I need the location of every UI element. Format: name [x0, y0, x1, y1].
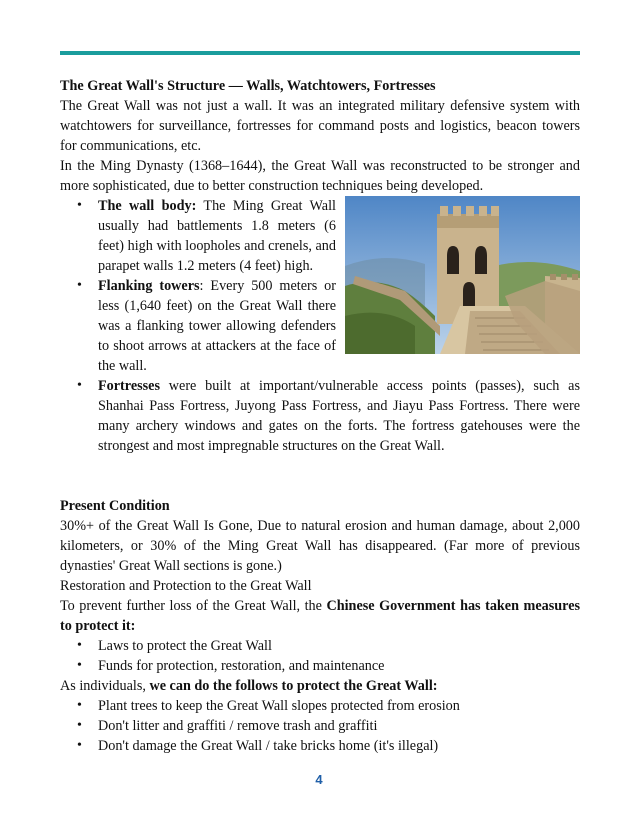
page-number: 4 [315, 772, 323, 787]
paragraph-restoration-title: Restoration and Protection to the Great Wall [60, 578, 312, 594]
great-wall-photo [345, 196, 580, 354]
paragraph-ming-dynasty: In the Ming Dynasty (1368–1644), the Great Wall was reconstructed to be stronger and more sophisticated, due to better construction techniques being developed. [60, 158, 580, 194]
section-heading-structure: The Great Wall's Structure — Walls, Watchtowers, Fortresses [60, 78, 436, 94]
page-content [60, 76, 580, 756]
list-item: • Laws to protect the Great Wall [60, 636, 580, 656]
section-heading-present-condition: Present Condition [60, 498, 170, 514]
government-measures-list [60, 636, 580, 676]
list-item: • Plant trees to keep the Great Wall slopes protected from erosion [60, 696, 580, 716]
paragraph-wall-gone: 30%+ of the Great Wall Is Gone, Due to natural erosion and human damage, about 2,000 kilometers, or 30% of the Ming Great Wall has disappeared. (Far more of previous dynasties' Great Wall sections is gone.) [60, 518, 580, 574]
list-item-wall-body: • The wall body: The Ming Great Wall usually had battlements 1.8 meters (6 feet) high with loopholes and crenels, and parapet walls 1.2 meters (4 feet) high. [60, 196, 336, 276]
list-item-fortresses: • Fortresses were built at important/vulnerable access points (passes), such as Shanhai Pass Fortress, Juyong Pass Fortress, and Jiayu Pass Fortress. There were many archery windows and gates on the forts. The fortress gatehouses were the strongest and most impregnable structures on the Great Wall. [60, 376, 580, 456]
paragraph-integrated-system: The Great Wall was not just a wall. It was an integrated military defensive system with watchtowers for surveillance, fortresses for command posts and logistics, beacon towers for communications, etc. [60, 98, 580, 154]
list-item: • Funds for protection, restoration, and maintenance [60, 656, 580, 676]
paragraph-individuals: As individuals, we can do the follows to protect the Great Wall: [60, 678, 438, 694]
list-item-flanking-towers: • Flanking towers: Every 500 meters or less (1,640 feet) on the Great Wall there was a flanking tower allowing defenders to shoot arrows at attackers at the face of the wall. [60, 276, 336, 376]
individual-actions-list [60, 696, 580, 756]
bullets-with-photo [60, 196, 580, 456]
paragraph-government-measures: To prevent further loss of the Great Wall, the Chinese Government has taken measures to protect it: [60, 598, 581, 634]
top-rule [60, 51, 580, 55]
list-item: • Don't litter and graffiti / remove trash and graffiti [60, 716, 580, 736]
list-item: • Don't damage the Great Wall / take bricks home (it's illegal) [60, 736, 580, 756]
